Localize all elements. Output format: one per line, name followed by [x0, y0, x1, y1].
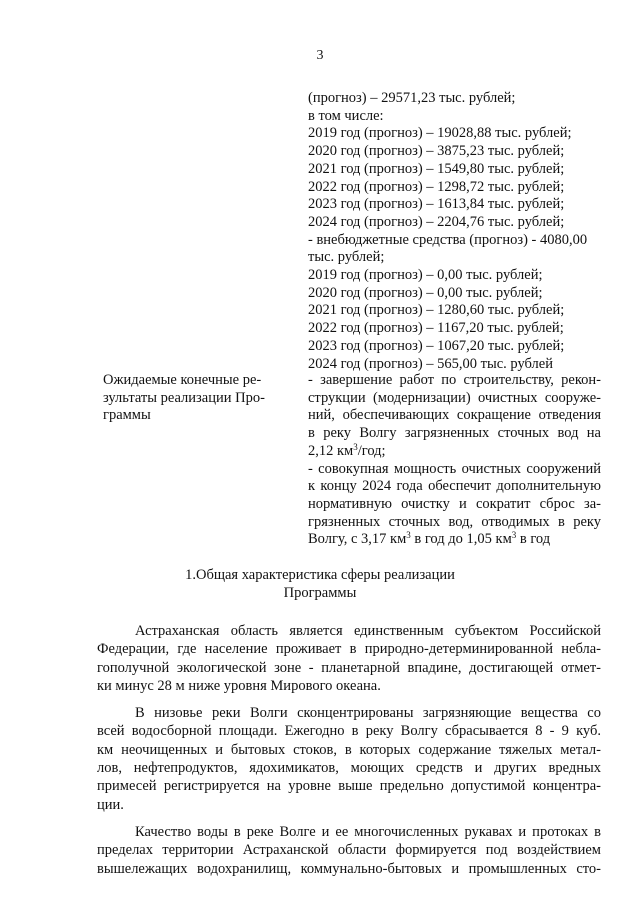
section-title-line: Программы: [283, 585, 357, 601]
paragraph-line: лов, нефтепродуктов, ядохимикатов, моющих средств и других вредных: [97, 760, 601, 777]
results-line: в реку Волгу загрязненных сточных вод на: [308, 425, 601, 442]
budget-line: - внебюджетные средства (прогноз) - 4080,00: [308, 231, 588, 248]
budget-line: 2024 год (прогноз) – 565,00 тыс. рублей: [308, 355, 553, 372]
paragraph-line: В низовье реки Волги сконцентрированы загрязняющие вещества со: [135, 705, 601, 722]
paragraph-line: Федерации, где население проживает в природно-детерминированной небла-: [97, 641, 601, 658]
budget-line: (прогноз) – 29571,23 тыс. рублей;: [308, 90, 516, 106]
budget-line: 2020 год (прогноз) – 3875,23 тыс. рублей;: [308, 143, 565, 160]
results-line: к концу 2024 года обеспечит дополнительную: [308, 478, 601, 495]
budget-line: 2021 год (прогноз) – 1549,80 тыс. рублей;: [308, 160, 565, 177]
results-label-line: зультаты реализации Про-: [103, 389, 265, 406]
results-line: - завершение работ по строительству, рекон-: [308, 372, 601, 388]
results-line: - совокупная мощность очистных сооружений: [308, 460, 601, 477]
paragraph-line: гополучной экологической зоне - планетарной впадине, достигающей отмет-: [97, 659, 601, 676]
budget-line: 2019 год (прогноз) – 19028,88 тыс. рублей;: [308, 125, 572, 142]
budget-forecast-block: [308, 90, 601, 373]
results-label-line: Ожидаемые конечные ре-: [103, 372, 262, 388]
results-line: грязненных сточных вод, отводимых в реку: [308, 513, 601, 530]
results-text: [308, 372, 601, 549]
results-line: ний, обеспечивающих сокращение отведения: [308, 407, 601, 424]
paragraph-line: пределах территории Астраханской области формируется под воздействием: [97, 842, 601, 859]
paragraph-line: км неочищенных и бытовых стоков, в которых содержание тяжелых метал-: [97, 741, 601, 758]
budget-line: тыс. рублей;: [308, 249, 385, 266]
budget-line: 2019 год (прогноз) – 0,00 тыс. рублей;: [308, 267, 543, 284]
paragraph-line: всей водосборной площади. Ежегодно в реку Волгу сбрасывается 8 - 9 куб.: [97, 723, 601, 740]
paragraph-line: Качество воды в реке Волге и ее многочисленных рукавах и протоках в: [135, 823, 601, 840]
budget-line: 2021 год (прогноз) – 1280,60 тыс. рублей;: [308, 302, 565, 319]
paragraph-line: вышележащих водохранилищ, коммунально-бытовых и промышленных сто-: [97, 860, 601, 877]
results-line: струкции (модернизации) очистных сооруже-: [308, 389, 601, 406]
results-line: [308, 443, 601, 461]
paragraph-line: примесей регистрируется на уровне выше предельно допустимой концентра-: [97, 778, 601, 795]
results-text-run: в год до 1,05 км: [410, 531, 512, 548]
superscript: 3: [353, 441, 358, 452]
body-text: [97, 622, 601, 878]
results-text-run: Волгу, с 3,17 км: [308, 531, 407, 548]
results-text-run: в год: [516, 531, 551, 548]
section-title: [0, 566, 640, 602]
paragraph-line: ции.: [97, 796, 124, 813]
budget-line: 2022 год (прогноз) – 1167,20 тыс. рублей;: [308, 320, 564, 337]
page-number: 3: [316, 48, 324, 63]
budget-line: 2020 год (прогноз) – 0,00 тыс. рублей;: [308, 284, 543, 301]
results-line: нормативную очистку и сократит сброс за-: [308, 495, 601, 512]
budget-line: 2023 год (прогноз) – 1613,84 тыс. рублей;: [308, 196, 565, 213]
results-text-run: 2,12 км: [308, 442, 354, 459]
paragraph-line: ки минус 28 м ниже уровня Мирового океана.: [97, 677, 381, 694]
paragraph-line: Астраханская область является единственным субъектом Российской: [135, 623, 601, 639]
budget-line: в том числе:: [308, 107, 384, 124]
superscript: 3: [406, 530, 411, 541]
budget-line: 2024 год (прогноз) – 2204,76 тыс. рублей;: [308, 213, 565, 230]
budget-line: 2023 год (прогноз) – 1067,20 тыс. рублей;: [308, 337, 565, 354]
superscript: 3: [511, 530, 517, 541]
section-title-line: 1.Общая характеристика сферы реализации: [185, 567, 455, 583]
results-text-run: /год;: [357, 442, 386, 459]
budget-line: 2022 год (прогноз) – 1298,72 тыс. рублей;: [308, 178, 565, 195]
results-line: [308, 531, 601, 549]
results-label: [103, 372, 298, 425]
results-label-line: граммы: [103, 407, 151, 424]
